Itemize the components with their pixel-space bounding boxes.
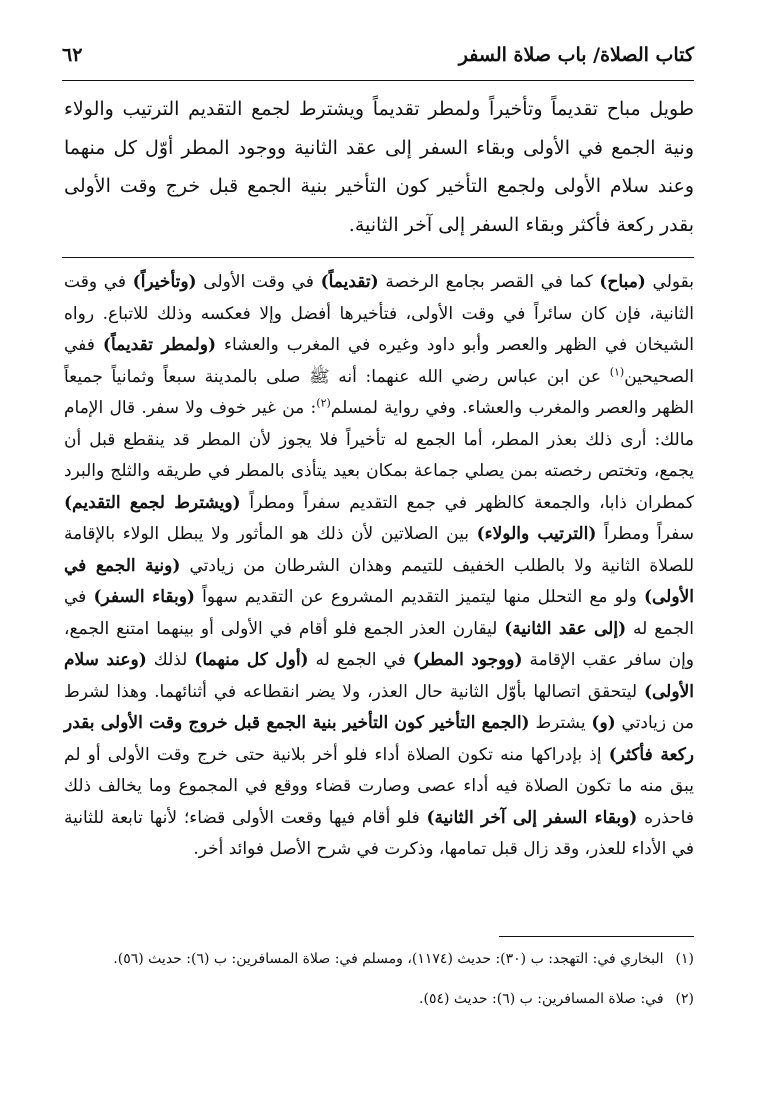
main-text [64, 90, 694, 244]
commentary-run: : من غير خوف ولا سفر. قال الإمام مالك: أرى ذلك بعذر المطر، أما الجمع له تأخيراً فلا يجوز لأن المطر قد ينقطع قبل أن يجمع، وتختص رخصته بمن يصلي جماعة بمكان بعيد يتأذى بالمطر في طريقه والثلج والبرد كمطران ذابا، والجمعة كالظهر في جمع التقديم سفراً ومطراً [64, 398, 694, 513]
quoted-term: (مباح) [599, 272, 646, 292]
footnote-text: في: صلاة المسافرين: ب (٦): حديث (٥٤). [419, 991, 664, 1007]
commentary-run: في الجمع له [308, 650, 413, 670]
commentary-run: في وقت الثانية، فإن كان سائراً في وقت الأولى، فتأخيرها أفضل وإلا فعكسه وذلك للاتباع. رواه الشيخان في الظهر والعصر وأبو داود وغيره في المغرب والعشاء [64, 272, 694, 355]
footnote-1 [64, 946, 694, 972]
commentary-text [64, 267, 694, 866]
commentary-run: ففي الصحيحين [64, 335, 694, 387]
footnote-text: البخاري في: التهجد: ب (٣٠): حديث (١١٧٤)، ومسلم في: صلاة المسافرين: ب (٦): حديث (٥٦). [113, 951, 664, 967]
footnote-ref-2[interactable]: (٢) [316, 396, 331, 410]
footnote-ref-1[interactable]: (١) [609, 364, 625, 378]
page-number: ٦٢ [62, 44, 83, 66]
running-header [62, 38, 694, 78]
commentary-run: بين الصلاتين لأن ذلك هو المأثور ولا يبطل الولاء بالإقامة للصلاة الثانية ولا بالطلب الخفيف للتيمم وهذان الشرطان من زيادتي [64, 524, 694, 576]
commentary-run: فلو أقام فيها وقعت الأولى قضاء؛ لأنها تابعة للثانية في الأداء للعذر، وقد زال قبل تمامها، وذكرت في شرح الأصل فوائد أخر. [64, 807, 694, 859]
quoted-term: (أول كل منهما) [194, 650, 309, 670]
running-title: كتاب الصلاة/ باب صلاة السفر [458, 44, 694, 66]
quoted-term: (وعند سلام الأولى) [64, 650, 694, 702]
quoted-term: (الترتيب والولاء) [476, 524, 597, 544]
commentary-run: بقولي [645, 272, 694, 292]
quoted-term: (إلى عقد الثانية) [504, 618, 627, 639]
commentary-run: يشترط [529, 713, 592, 733]
footnote-2 [64, 986, 694, 1012]
footnotes [64, 946, 694, 1026]
quoted-term: (و) [591, 713, 616, 733]
quoted-term: (وتأخيراً) [132, 272, 197, 292]
commentary-run: سفراً ومطراً [596, 524, 694, 544]
quoted-term: (ولمطر تقديماً) [102, 335, 217, 355]
commentary-run: ليقارن العذر الجمع فلو أقام في الأولى أو بينهما امتنع الجمع، وإن سافر عقب الإقامة [64, 618, 695, 670]
commentary-run: ليتحقق اتصالها بأوّل الثانية حال العذر، ولا يضر انقطاعه في أثنائهما. وهذا لشرط من زيادتي [64, 681, 695, 733]
commentary-run: في الجمع له [64, 587, 694, 639]
footnote-number: (٢) [675, 991, 694, 1007]
commentary-run: كما في القصر بجامع الرخصة [378, 272, 600, 292]
commentary-run: إذ بإدراكها منه تكون الصلاة أداء فلو أخر بلانية حتى خرج وقت الأولى أو لم يبق منه ما تكون الصلاة فيه أداء عصى وصارت قضاء ووقع في المجموع وما يخالف ذلك فاحذره [64, 744, 694, 828]
commentary-paragraph [64, 267, 694, 866]
commentary-run: ولو مع التحلل منها ليتميز التقديم المشروع عن التقديم سهواً [194, 587, 644, 607]
quoted-term: (الجمع التأخير كون التأخير بنية الجمع قبل خروج وقت الأولى بقدر ركعة فأكثر) [64, 713, 694, 765]
quoted-term: (ووجود المطر) [412, 650, 523, 670]
commentary-run: في وقت الأولى [196, 272, 321, 292]
header-rule [62, 80, 694, 81]
quoted-term: (وبقاء السفر إلى آخر الثانية) [426, 807, 638, 828]
footnote-number: (١) [675, 951, 694, 967]
commentary-run: عن ابن عباس رضي الله عنهما: أنه ﷺ صلى بالمدينة سبعاً وثمانياً جميعاً الظهر والعصر والمغرب والعشاء. وفي رواية لمسلم [64, 366, 694, 418]
quoted-term: (تقديماً) [320, 272, 379, 292]
main-text-paragraph: طويل مباح تقديماً وتأخيراً ولمطر تقديماً ويشترط لجمع التقديم الترتيب والولاء ونية الجمع في الأولى وبقاء السفر إلى عقد الثانية ووجود المطر أوّل كل منهما وعند سلام الأولى ولجمع التأخير كون التأخير بنية الجمع قبل خرج وقت الأولى بقدر ركعة فأكثر وبقاء السفر إلى آخر الثانية. [64, 98, 694, 236]
quoted-term: (ويشترط لجمع التقديم) [64, 492, 241, 513]
footnote-rule [499, 936, 694, 937]
section-divider [62, 257, 694, 258]
quoted-term: (ونية الجمع في الأولى) [64, 555, 694, 607]
commentary-run: لذلك [146, 650, 195, 670]
quoted-term: (وبقاء السفر) [93, 587, 195, 607]
